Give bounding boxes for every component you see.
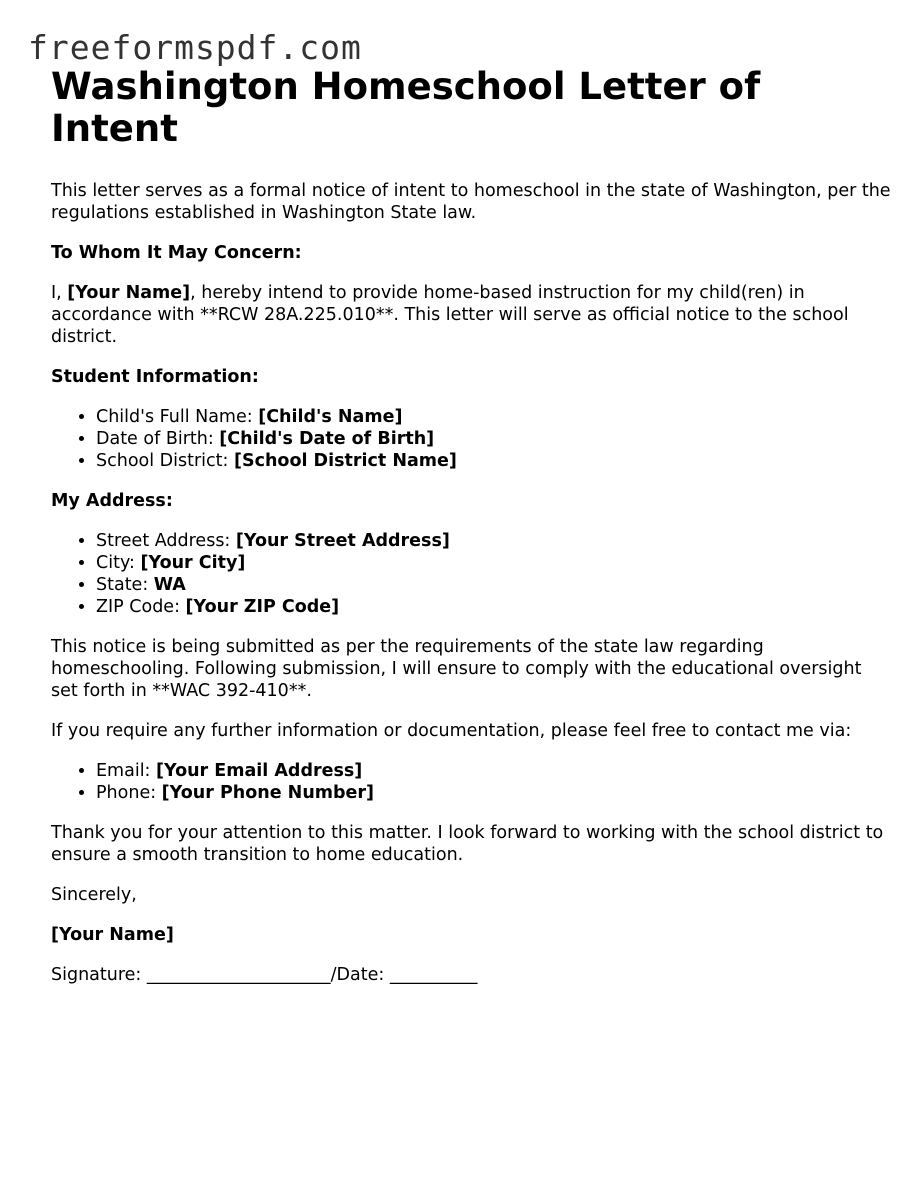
compliance-paragraph: This notice is being submitted as per the requirements of the state law regarding homeschooling. Following submission, I will ensure to comply with the educational oversight set forth in **WAC 392-410**. (51, 637, 862, 701)
declaration-prefix: I, (51, 283, 68, 303)
city-item (96, 552, 891, 574)
student-name-item (96, 406, 891, 428)
street-item (96, 530, 891, 552)
signoff: Sincerely, (51, 885, 137, 905)
item-label: City: (96, 553, 141, 573)
address-list (51, 530, 891, 618)
item-value: [Your Street Address] (235, 531, 450, 551)
item-label: ZIP Code: (96, 597, 186, 617)
item-label: Email: (96, 761, 157, 781)
item-label: State: (96, 575, 154, 595)
signature-date-line: Signature: _____________________/Date: __________ (51, 965, 478, 985)
contact-paragraph: If you require any further information or documentation, please feel free to contact me via: (51, 721, 852, 741)
declaration-paragraph (51, 282, 891, 348)
student-info-heading: Student Information: (51, 367, 259, 387)
watermark-logo: freeformspdf.com (28, 28, 362, 67)
intro-paragraph: This letter serves as a formal notice of intent to homeschool in the state of Washington, per the regulations established in Washington State law. (51, 181, 891, 223)
email-item (96, 760, 891, 782)
document-page (51, 66, 891, 1004)
address-heading: My Address: (51, 491, 173, 511)
declaration-name-placeholder: [Your Name] (67, 283, 191, 303)
closing-paragraph: Thank you for your attention to this matter. I look forward to working with the school district to ensure a smooth transition to home education. (51, 823, 884, 865)
item-value: [Your City] (140, 553, 246, 573)
document-title: Washington Homeschool Letter of Intent (51, 65, 761, 150)
item-value: [Child's Name] (258, 407, 403, 427)
declaration-rest: , hereby intend to provide home-based instruction for my child(ren) in accordance with **RCW 28A.225.010**. This letter will serve as official notice to the school district. (51, 283, 849, 347)
item-label: Date of Birth: (96, 429, 220, 449)
item-label: Child's Full Name: (96, 407, 259, 427)
item-value: [Your ZIP Code] (185, 597, 340, 617)
signer-name: [Your Name] (51, 925, 174, 945)
item-value: [Your Phone Number] (161, 783, 375, 803)
item-value: [Child's Date of Birth] (219, 429, 435, 449)
item-value: [School District Name] (233, 451, 457, 471)
state-item (96, 574, 891, 596)
student-dob-item (96, 428, 891, 450)
student-info-list (51, 406, 891, 472)
student-district-item (96, 450, 891, 472)
item-value: [Your Email Address] (156, 761, 363, 781)
salutation: To Whom It May Concern: (51, 243, 302, 263)
item-value: WA (153, 575, 186, 595)
phone-item (96, 782, 891, 804)
item-label: School District: (96, 451, 234, 471)
zip-item (96, 596, 891, 618)
item-label: Phone: (96, 783, 162, 803)
contact-list (51, 760, 891, 804)
item-label: Street Address: (96, 531, 236, 551)
